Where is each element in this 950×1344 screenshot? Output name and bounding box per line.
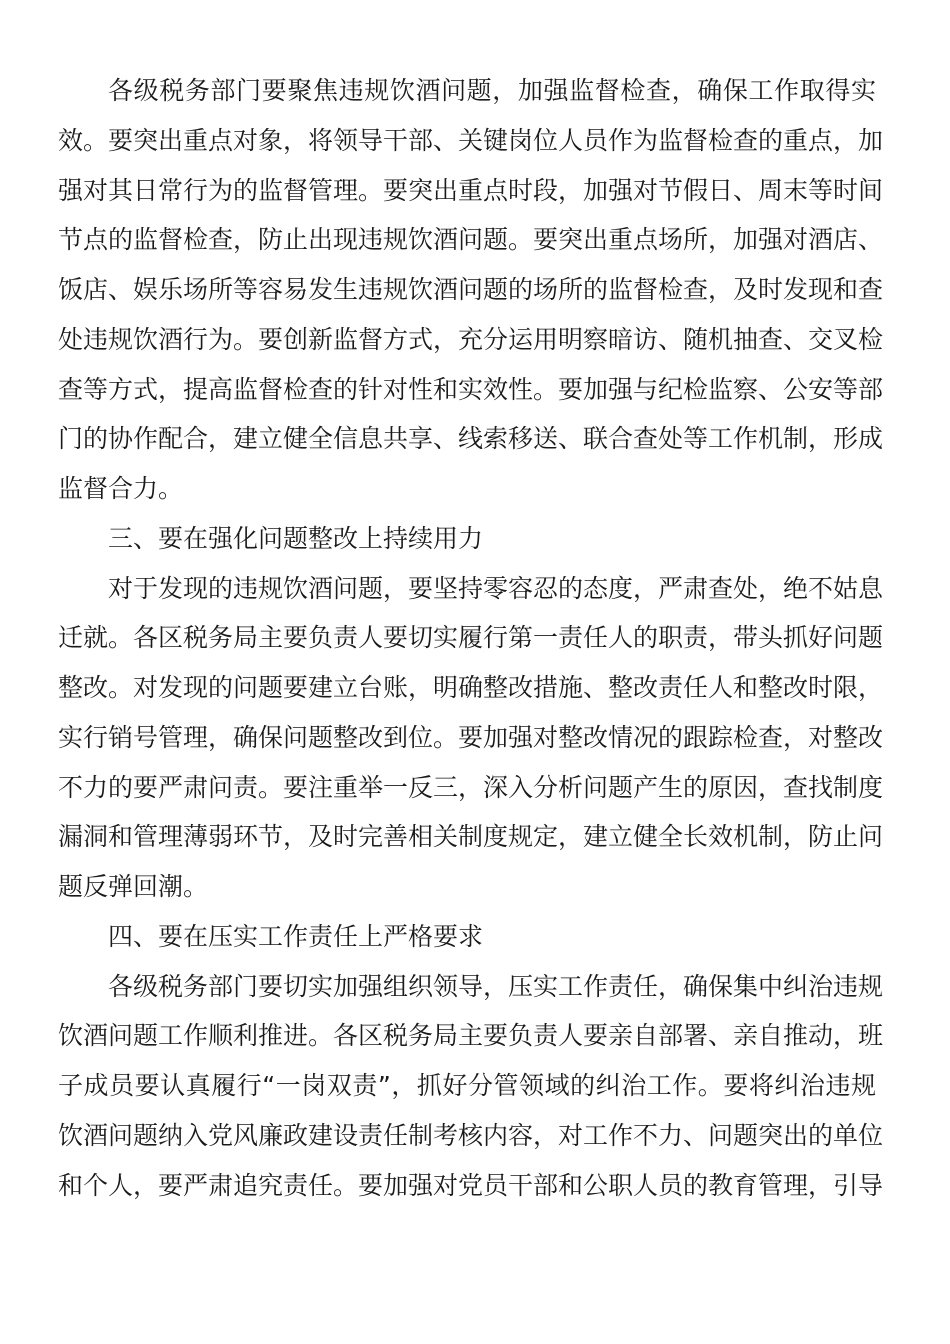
paragraph-line: 整改。对发现的问题要建立台账，明确整改措施、整改责任人和整改时限， — [58, 673, 884, 702]
paragraph-line: 饭店、娱乐场所等容易发生违规饮酒问题的场所的监督检查，及时发现和查 — [58, 275, 884, 304]
paragraph-line: 各级税务部门要切实加强组织领导，压实工作责任，确保集中纠治违规 — [108, 971, 884, 1001]
paragraph-line: 题反弹回潮。 — [58, 872, 209, 901]
paragraph-line: 和个人，要严肃追究责任。要加强对党员干部和公职人员的教育管理，引导 — [58, 1170, 884, 1200]
paragraph-line: 对于发现的违规饮酒问题，要坚持零容忍的态度，严肃查处，绝不姑息 — [108, 573, 884, 603]
section-heading: 四、要在压实工作责任上严格要求 — [108, 921, 484, 951]
paragraph-line: 饮酒问题纳入党风廉政建设责任制考核内容，对工作不力、问题突出的单位 — [58, 1120, 884, 1150]
paragraph-line: 查等方式，提高监督检查的针对性和实效性。要加强与纪检监察、公安等部 — [58, 374, 884, 404]
paragraph-line: 实行销号管理，确保问题整改到位。要加强对整改情况的跟踪检查，对整改 — [58, 722, 884, 752]
paragraph-line: 处违规饮酒行为。要创新监督方式，充分运用明察暗访、随机抽查、交叉检 — [58, 324, 884, 354]
paragraph-line: 监督合力。 — [58, 474, 184, 503]
paragraph-line: 节点的监督检查，防止出现违规饮酒问题。要突出重点场所，加强对酒店、 — [58, 225, 884, 255]
paragraph-line: 迁就。各区税务局主要负责人要切实履行第一责任人的职责，带头抓好问题 — [58, 623, 884, 653]
paragraph-line: 各级税务部门要聚焦违规饮酒问题，加强监督检查，确保工作取得实 — [108, 76, 876, 105]
document-body — [58, 66, 884, 1210]
paragraph-line: 不力的要严肃问责。要注重举一反三，深入分析问题产生的原因，查找制度 — [58, 772, 884, 802]
paragraph-line: 子成员要认真履行“一岗双责”，抓好分管领域的纠治工作。要将纠治违规 — [58, 1071, 876, 1100]
paragraph-line: 漏洞和管理薄弱环节，及时完善相关制度规定，建立健全长效机制，防止问 — [58, 822, 884, 852]
paragraph-line: 门的协作配合，建立健全信息共享、线索移送、联合查处等工作机制，形成 — [58, 424, 884, 454]
paragraph-line: 饮酒问题工作顺利推进。各区税务局主要负责人要亲自部署、亲自推动，班 — [58, 1021, 884, 1051]
paragraph-line: 强对其日常行为的监督管理。要突出重点时段，加强对节假日、周末等时间 — [58, 175, 884, 205]
section-heading: 三、要在强化问题整改上持续用力 — [108, 523, 484, 553]
paragraph-line: 效。要突出重点对象，将领导干部、关键岗位人员作为监督检查的重点，加 — [58, 125, 884, 155]
